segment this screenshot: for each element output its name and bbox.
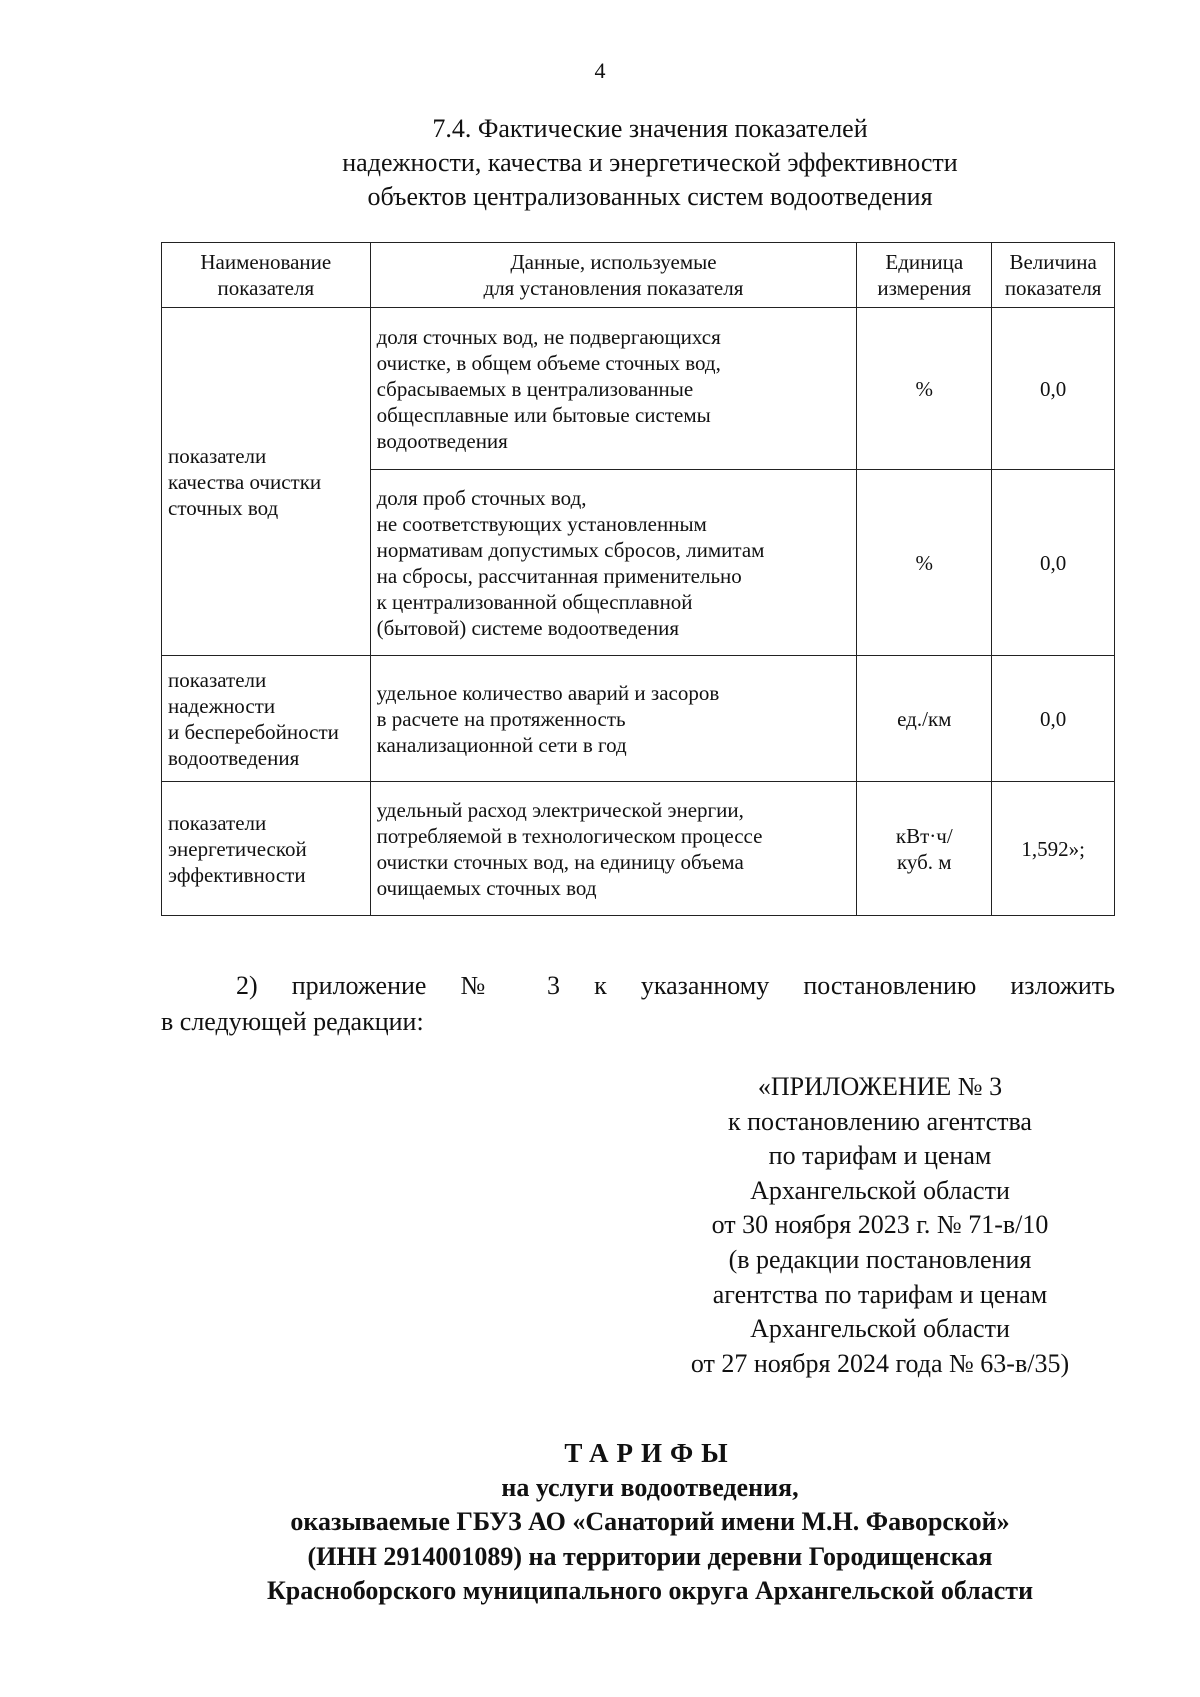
header-unit: Единица измерения	[857, 243, 992, 308]
table-row	[162, 308, 1115, 470]
appendix-line: Архангельской области	[750, 1175, 1010, 1205]
amendment-paragraph: 2) приложение № 3 к указанному постановлению изложить	[236, 971, 1115, 1000]
section-title	[200, 112, 1100, 214]
appendix-line: по тарифам и ценам	[768, 1141, 992, 1171]
appendix-line: к постановлению агентства	[728, 1106, 1032, 1136]
group-name-energy: показатели энергетической эффективности	[162, 782, 371, 916]
row-description: удельный расход электрической энергии, потребляемой в технологическом процессе очистки сточных вод, на единицу объема очищаемых сточных вод	[370, 782, 857, 916]
row-unit: %	[857, 308, 992, 470]
row-description: доля проб сточных вод, не соответствующих установленным нормативам допустимых сбросов, лимитам на сбросы, рассчитанная применительно к централизованной общесплавной (бытовой) системе водоотведения	[370, 470, 857, 656]
header-source-data: Данные, используемые для установления показателя	[370, 243, 857, 308]
tariffs-title	[100, 1436, 1200, 1609]
tariffs-line: оказываемые ГБУЗ АО «Санаторий имени М.Н. Фаворской»	[290, 1507, 1010, 1537]
appendix-line: Архангельской области	[750, 1314, 1010, 1344]
tariffs-line: на услуги водоотведения,	[501, 1472, 799, 1502]
row-value: 0,0	[992, 470, 1115, 656]
table-row	[162, 782, 1115, 916]
table-row	[162, 656, 1115, 782]
row-value: 0,0	[992, 656, 1115, 782]
section-title-line: 7.4. Фактические значения показателей	[432, 114, 868, 143]
tariffs-heading: ТАРИФЫ	[564, 1438, 736, 1468]
table-header-row	[162, 243, 1115, 308]
row-value: 1,592»;	[992, 782, 1115, 916]
indicators-table	[161, 242, 1115, 916]
appendix-line: «ПРИЛОЖЕНИЕ № 3	[757, 1072, 1003, 1101]
row-unit: ед./км	[857, 656, 992, 782]
tariffs-line: (ИНН 2914001089) на территории деревни Городищенская	[307, 1541, 993, 1571]
group-name-reliability: показатели надежности и бесперебойности водоотведения	[162, 656, 371, 782]
header-indicator-name: Наименование показателя	[162, 243, 371, 308]
section-title-line: надежности, качества и энергетической эффективности	[342, 148, 958, 177]
tariffs-line: Красноборского муниципального округа Архангельской области	[266, 1576, 1034, 1606]
row-description: доля сточных вод, не подвергающихся очистке, в общем объеме сточных вод, сбрасываемых в централизованные общесплавные или бытовые системы водоотведения	[370, 308, 857, 470]
appendix-line: агентства по тарифам и ценам	[712, 1279, 1048, 1309]
page-number: 4	[594, 58, 606, 83]
row-description: удельное количество аварий и засоров в расчете на протяженность канализационной сети в год	[370, 656, 857, 782]
row-value: 0,0	[992, 308, 1115, 470]
appendix-line: от 27 ноября 2024 года № 63-в/35)	[690, 1348, 1070, 1378]
row-unit: %	[857, 470, 992, 656]
appendix-heading	[620, 1070, 1140, 1381]
section-title-line: объектов централизованных систем водоотведения	[367, 182, 933, 211]
header-value: Величина показателя	[992, 243, 1115, 308]
appendix-line: (в редакции постановления	[728, 1244, 1032, 1274]
row-unit: кВт·ч/ куб. м	[857, 782, 992, 916]
amendment-paragraph-continuation: в следующей редакции:	[161, 1007, 424, 1036]
appendix-line: от 30 ноября 2023 г. № 71-в/10	[711, 1210, 1049, 1240]
group-name-quality: показатели качества очистки сточных вод	[162, 308, 371, 656]
